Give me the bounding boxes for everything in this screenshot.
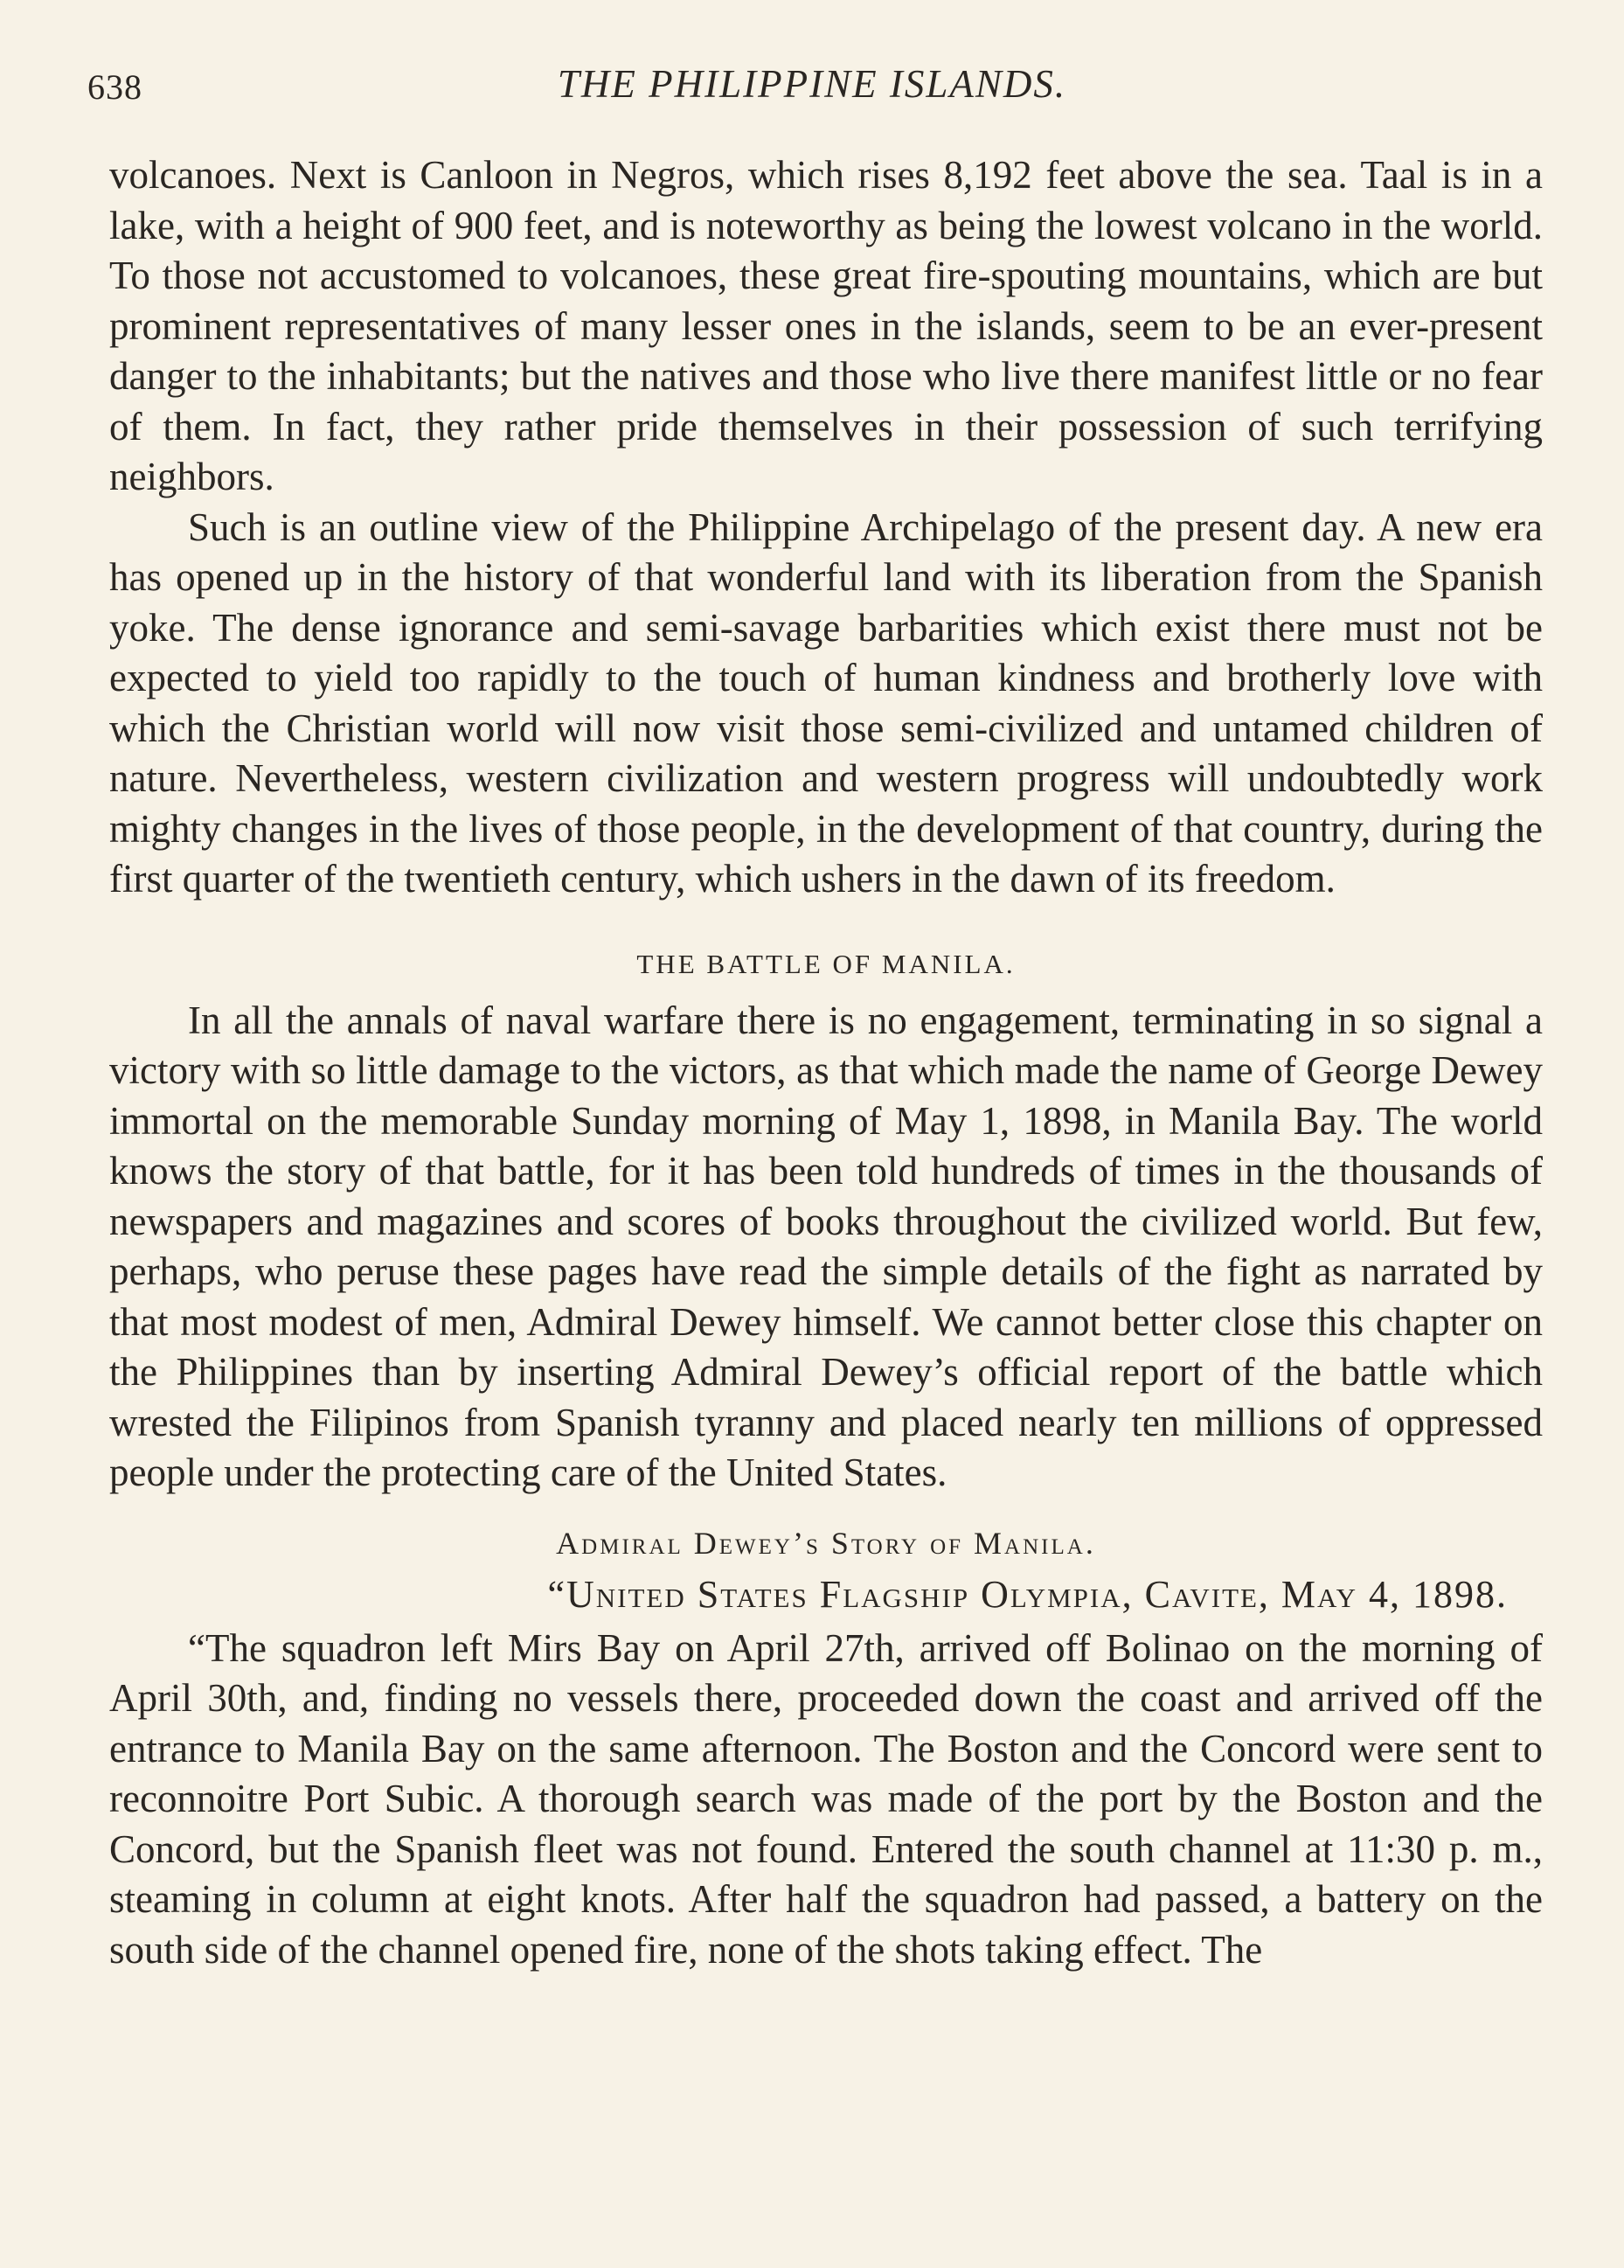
page-number: 638 [87, 67, 142, 107]
running-head [87, 61, 1537, 114]
section-heading-battle-of-manila: THE BATTLE OF MANILA. [636, 948, 1016, 979]
paragraph-archipelago-outline: Such is an outline view of the Philippine Archipelago of the present day. A new era has opened up in the history of that wonderful land with its liberation from the Spanish yoke. The dense ignorance and semi-savage barbarities which exist there must not be expected to yield too rapidly to the touch of human kindness and brotherly love with which the Christian world will now visit those semi-civilized and untamed children of nature. Nevertheless, western civilization and western progress will undoubtedly work mighty changes in the lives of those people, in the development of that country, during the first quarter of the twentieth century, which ushers in the dawn of its freedom. [109, 504, 1543, 901]
report-dateline: “United States Flagship Olympia, Cavite, May 4, 1898. [547, 1572, 1508, 1616]
paragraph-dewey-report: “The squadron left Mirs Bay on April 27th, arrived off Bolinao on the morning of April 30th, and, finding no vessels there, proceeded down the coast and arrived off the entrance to Manila Bay on the same afternoon. The Boston and the Concord were sent to reconnoitre Port Subic. A thorough search was made of the port by the Boston and the Concord, but the Spanish fleet was not found. Entered the south channel at 11:30 p. m., steaming in column at eight knots. After half the squadron had passed, a battery on the south side of the channel opened fire, none of the shots taking effect. The [109, 1625, 1543, 1972]
paragraph-battle-intro: In all the annals of naval warfare there is no engagement, terminating in so signal a victory with so little damage to the victors, as that which made the name of George Dewey immortal on the memorable Sunday morning of May 1, 1898, in Manila Bay. The world knows the story of that battle, for it has been told hundreds of times in the thousands of newspapers and magazines and scores of books throughout the civilized world. But few, perhaps, who peruse these pages have read the simple details of the fight as narrated by that most modest of men, Admiral Dewey himself. We cannot better close this chapter on the Philippines than by inserting Admiral Dewey’s official report of the battle which wrested the Filipinos from Spanish tyranny and placed nearly ten millions of oppressed people under the protecting care of the United States. [109, 998, 1543, 1494]
paragraph-volcanoes: volcanoes. Next is Canloon in Negros, which rises 8,192 feet above the sea. Taal is in a lake, with a height of 900 feet, and is noteworthy as being the lowest volcano in the world. To those not accustomed to volcanoes, these great fire-spouting mountains, which are but prominent representatives of many lesser ones in the islands, seem to be an ever-present danger to the inhabitants; but the natives and those who live there manifest little or no fear of them. In fact, they rather pride themselves in their possession of such terrifying neighbors. [109, 153, 1543, 498]
section-heading-dewey-story: Admiral Dewey’s Story of Manila. [556, 1525, 1096, 1561]
body-text [109, 150, 1543, 1975]
running-title: THE PHILIPPINE ISLANDS. [557, 62, 1067, 106]
